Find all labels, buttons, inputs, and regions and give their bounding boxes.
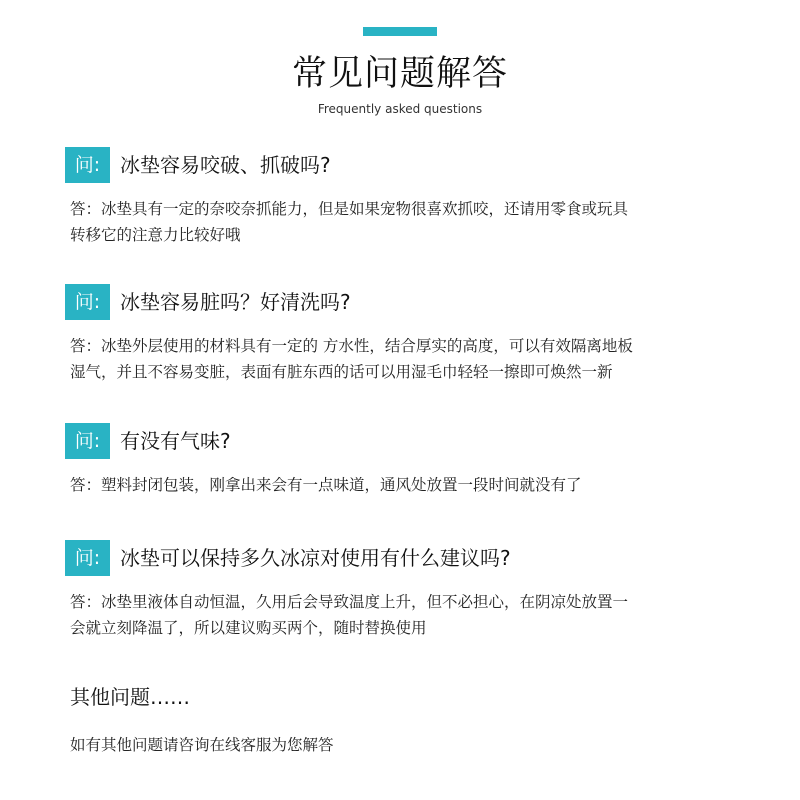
question-row	[65, 147, 765, 183]
question-badge: 问:	[65, 284, 110, 320]
answer-text	[70, 589, 760, 641]
answer-text	[70, 196, 760, 248]
answer-line: 湿气，并且不容易变脏，表面有脏东西的话可以用湿毛巾轻轻一擦即可焕然一新	[70, 363, 613, 381]
answer-line: 答：冰垫具有一定的奈咬奈抓能力，但是如果宠物很喜欢抓咬，还请用零食或玩具	[70, 200, 629, 218]
question-row	[65, 423, 765, 459]
faq-item	[65, 423, 765, 498]
answer-line: 答：冰垫外层使用的材料具有一定的 方水性，结合厚实的高度，可以有效隔离地板	[70, 337, 633, 355]
answer-line: 转移它的注意力比较好哦	[70, 226, 241, 244]
faq-item	[65, 540, 765, 641]
answer-text	[70, 472, 760, 498]
question-badge: 问:	[65, 147, 110, 183]
other-questions-text: 如有其他问题请咨询在线客服为您解答	[70, 736, 334, 754]
page-title: 常见问题解答	[291, 54, 508, 94]
page-subtitle: Frequently asked questions	[317, 102, 483, 116]
question-badge: 问:	[65, 423, 110, 459]
faq-item	[65, 147, 765, 248]
question-text: 冰垫容易脏吗？好清洗吗?	[120, 290, 351, 314]
question-text: 冰垫可以保持多久冰凉对使用有什么建议吗?	[120, 546, 511, 570]
question-text: 有没有气味?	[120, 429, 231, 453]
answer-line: 会就立刻降温了，所以建议购买两个，随时替换使用	[70, 619, 427, 637]
answer-line: 答：塑料封闭包装，刚拿出来会有一点味道，通风处放置一段时间就没有了	[70, 476, 582, 494]
question-row	[65, 540, 765, 576]
other-questions-title: 其他问题……	[70, 685, 190, 709]
question-badge: 问:	[65, 540, 110, 576]
answer-text	[70, 333, 760, 385]
question-row	[65, 284, 765, 320]
faq-item	[65, 284, 765, 385]
question-text: 冰垫容易咬破、抓破吗?	[120, 153, 331, 177]
answer-line: 答：冰垫里液体自动恒温，久用后会导致温度上升，但不必担心，在阴凉处放置一	[70, 593, 629, 611]
header-accent-bar	[363, 27, 437, 36]
